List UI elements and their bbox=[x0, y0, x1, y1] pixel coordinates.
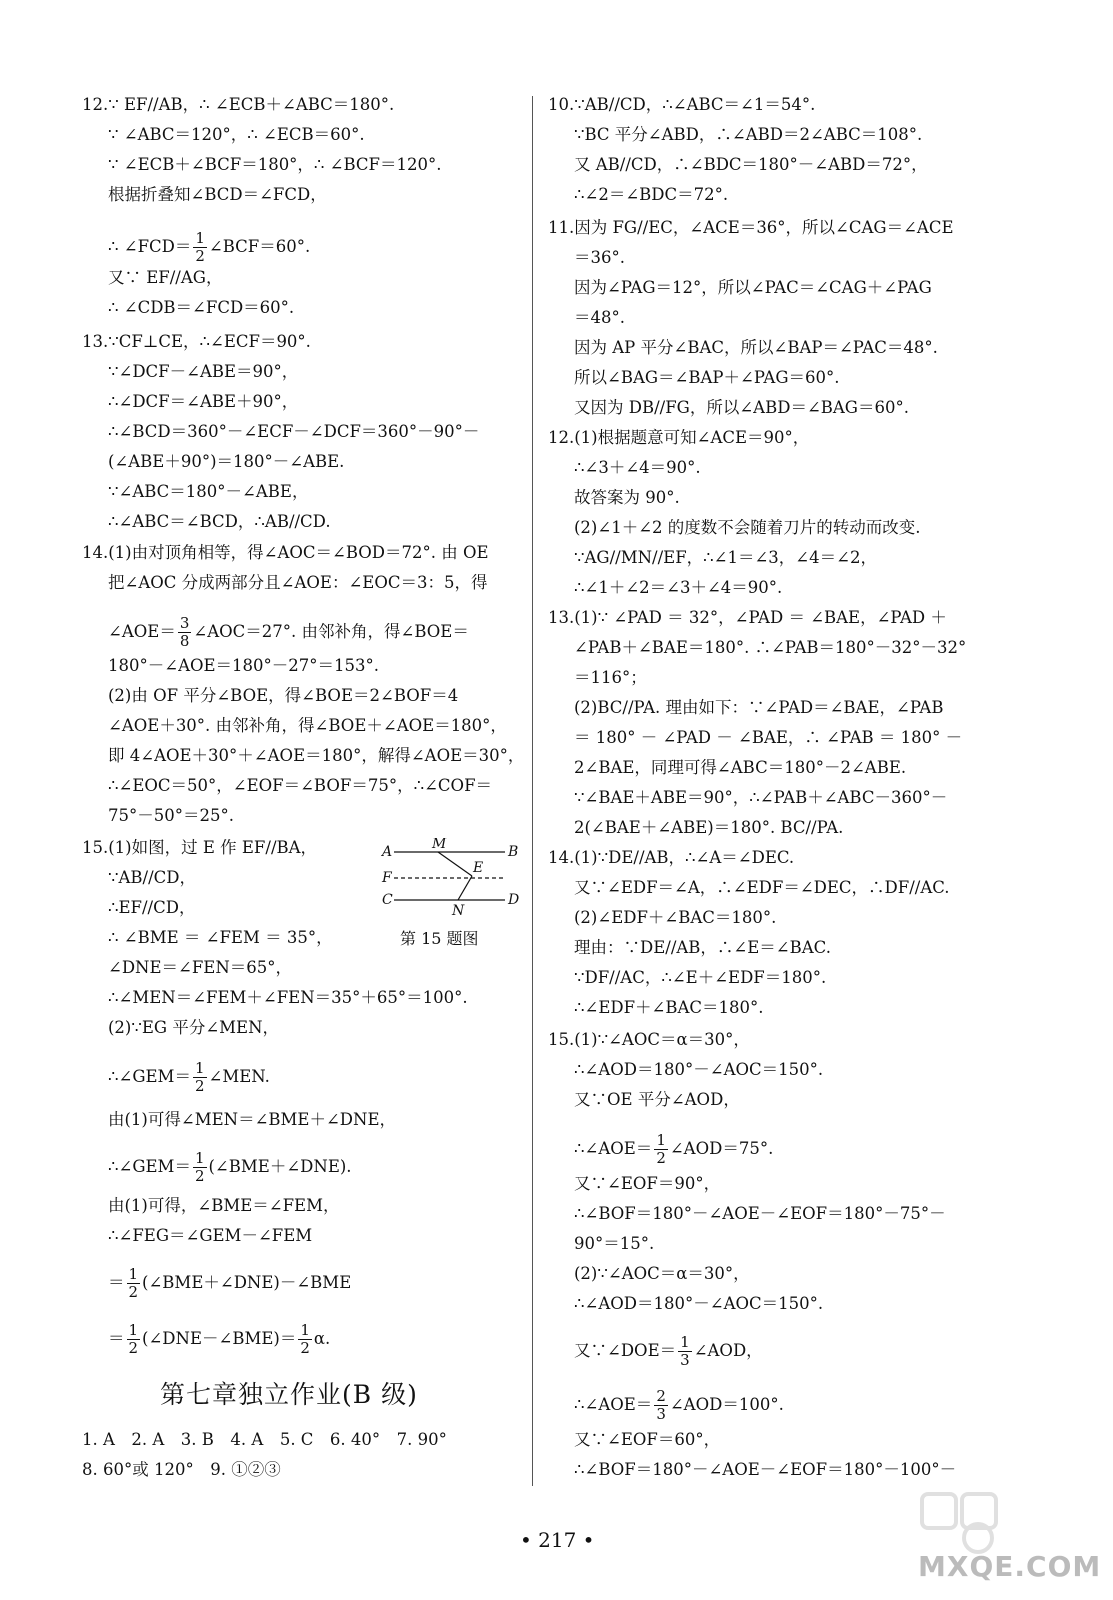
text-line: ∴∠1＋∠2＝∠3＋∠4＝90°. bbox=[574, 578, 783, 597]
text-line: 把∠AOC 分成两部分且∠AOE：∠EOC＝3：5，得 bbox=[108, 573, 488, 592]
text-line: 由(1)可得∠MEN＝∠BME＋∠DNE， bbox=[108, 1110, 397, 1129]
fraction-numerator: 1 bbox=[128, 1265, 139, 1283]
fraction-denominator: 2 bbox=[656, 1149, 666, 1167]
text-line: ∴∠EDF＋∠BAC＝180°. bbox=[574, 998, 764, 1017]
fraction-denominator: 2 bbox=[194, 1077, 205, 1095]
text-line: (2)∠EDF＋∠BAC＝180°. bbox=[574, 908, 777, 927]
text-line: (2)BC//PA. 理由如下：∵∠PAD＝∠BAE，∠PAB bbox=[574, 698, 944, 717]
text-line: 所以∠BAG＝∠BAP＋∠PAG＝60°. bbox=[574, 368, 840, 387]
point-label: M bbox=[432, 838, 447, 852]
fraction-denominator: 2 bbox=[128, 1339, 139, 1357]
text-line: ∵AG//MN//EF，∴∠1＝∠3，∠4＝∠2， bbox=[574, 548, 877, 567]
text-line: ∴∠AOD＝180°－∠AOC＝150°. bbox=[574, 1060, 824, 1079]
fraction-numerator: 1 bbox=[656, 1131, 666, 1149]
parallel-lines-diagram bbox=[380, 838, 520, 918]
text-line: 又∵ EF//AG， bbox=[108, 268, 223, 287]
text-segment: (∠DNE－∠BME)＝ bbox=[142, 1329, 297, 1348]
fraction-numerator: 1 bbox=[300, 1321, 310, 1339]
text-line bbox=[108, 1060, 270, 1095]
text-line bbox=[108, 1322, 330, 1357]
text-line: ∴∠DCF＝∠ABE＋90°， bbox=[108, 392, 299, 411]
text-line: (2)∵∠AOC＝α＝30°， bbox=[574, 1264, 750, 1283]
text-line: 12.∵ EF//AB，∴ ∠ECB＋∠ABC＝180°. bbox=[82, 95, 395, 114]
fraction-denominator: 2 bbox=[195, 247, 205, 265]
text-segment: ∠AOE＝ bbox=[108, 622, 176, 641]
text-segment: ∠MEN. bbox=[208, 1067, 270, 1086]
watermark-logo-icon bbox=[920, 1488, 1000, 1558]
fraction-denominator: 8 bbox=[179, 632, 190, 650]
text-line: 14.(1)由对顶角相等，得∠AOC＝∠BOD＝72°. 由 OE bbox=[82, 543, 489, 562]
text-line: 10.∵AB//CD，∴∠ABC＝∠1＝54°. bbox=[548, 95, 816, 114]
text-segment: ∴∠AOE＝ bbox=[574, 1395, 653, 1414]
text-line: 90°＝15°. bbox=[574, 1234, 655, 1253]
text-line: ∵BC 平分∠ABD，∴∠ABD＝2∠ABC＝108°. bbox=[574, 125, 923, 144]
text-segment: ∴ ∠FCD＝ bbox=[108, 237, 192, 256]
text-line: 75°－50°＝25°. bbox=[108, 806, 234, 825]
section-title: 第七章独立作业(B 级) bbox=[160, 1380, 418, 1409]
text-segment: ∠AOD＝75°. bbox=[669, 1139, 774, 1158]
text-line: 2(∠BAE＋∠ABE)＝180°. BC//PA. bbox=[574, 818, 844, 837]
text-line: ∴∠AOD＝180°－∠AOC＝150°. bbox=[574, 1294, 824, 1313]
text-line bbox=[574, 1132, 773, 1167]
fraction-numerator: 3 bbox=[179, 614, 190, 632]
text-line: ∴EF//CD， bbox=[108, 898, 196, 917]
fraction-numerator: 1 bbox=[194, 1149, 205, 1167]
point-label: A bbox=[382, 844, 393, 860]
text-segment: ＝ bbox=[108, 1329, 125, 1348]
geometry-figure bbox=[380, 838, 520, 918]
text-line: ∴ ∠CDB＝∠FCD＝60°. bbox=[108, 298, 295, 317]
fraction-numerator: 1 bbox=[194, 1059, 205, 1077]
text-line: ∴ ∠BME ＝ ∠FEM ＝ 35°， bbox=[108, 928, 333, 947]
text-segment: ＝ bbox=[108, 1273, 125, 1292]
text-line bbox=[108, 1266, 351, 1301]
text-line: 根据折叠知∠BCD＝∠FCD， bbox=[108, 185, 327, 204]
fraction-numerator: 1 bbox=[680, 1333, 690, 1351]
point-label: N bbox=[452, 903, 465, 918]
text-line: (∠ABE＋90°)＝180°－∠ABE. bbox=[108, 452, 345, 471]
text-line: ∠AOE＋30°. 由邻补角，得∠BOE＋∠AOE＝180°， bbox=[108, 716, 507, 735]
fraction bbox=[654, 1132, 668, 1167]
text-line: ∴∠BOF＝180°－∠AOE－∠EOF＝180°－100°－ bbox=[574, 1460, 957, 1479]
fraction-numerator: 1 bbox=[128, 1321, 139, 1339]
fraction bbox=[678, 1334, 692, 1369]
text-line: 又∵∠EOF＝60°， bbox=[574, 1430, 721, 1449]
text-segment: ∴∠GEM＝ bbox=[108, 1157, 191, 1176]
fraction-numerator: 1 bbox=[195, 229, 205, 247]
fraction-denominator: 2 bbox=[194, 1167, 205, 1185]
segment-en bbox=[458, 876, 472, 900]
text-line: ∴∠BOF＝180°－∠AOE－∠EOF＝180°－75°－ bbox=[574, 1204, 946, 1223]
fraction bbox=[127, 1322, 141, 1357]
text-line: 2∠BAE，同理可得∠ABC＝180°－2∠ABE. bbox=[574, 758, 907, 777]
text-line: 180°－∠AOE＝180°－27°＝153°. bbox=[108, 656, 380, 675]
text-line: 又 AB//CD，∴∠BDC＝180°－∠ABD＝72°， bbox=[574, 155, 928, 174]
answer-line: 8. 60°或 120° 9. ①②③ bbox=[82, 1460, 281, 1479]
fraction-denominator: 2 bbox=[128, 1283, 139, 1301]
page-number: • 217 • bbox=[520, 1528, 595, 1552]
text-segment: (∠BME＋∠DNE)－∠BME bbox=[142, 1273, 352, 1292]
text-line: 15.(1)∵∠AOC＝α＝30°， bbox=[548, 1030, 750, 1049]
text-line: (2)∠1＋∠2 的度数不会随着刀片的转动而改变. bbox=[574, 518, 921, 537]
text-line: 理由：∵DE//AB，∴∠E＝∠BAC. bbox=[574, 938, 831, 957]
fraction bbox=[193, 1060, 207, 1095]
text-line: ＝ 180° － ∠PAD － ∠BAE，∴ ∠PAB ＝ 180° － bbox=[574, 728, 963, 747]
text-line: ∴∠FEG＝∠GEM－∠FEM bbox=[108, 1226, 313, 1245]
text-line: ＝36°. bbox=[574, 248, 625, 267]
text-segment: ∠BCF＝60°. bbox=[208, 237, 311, 256]
figure-caption: 第 15 题图 bbox=[400, 929, 479, 948]
text-line: ∴∠BCD＝360°－∠ECF－∠DCF＝360°－90°－ bbox=[108, 422, 480, 441]
fraction-denominator: 3 bbox=[680, 1351, 690, 1369]
fraction bbox=[298, 1322, 312, 1357]
fraction bbox=[193, 230, 207, 265]
text-line: ∴∠MEN＝∠FEM＋∠FEN＝35°＋65°＝100°. bbox=[108, 988, 468, 1007]
column-divider bbox=[532, 96, 533, 1486]
text-line: 又∵OE 平分∠AOD， bbox=[574, 1090, 740, 1109]
fraction-denominator: 3 bbox=[656, 1405, 666, 1423]
text-line: ∵∠ABC＝180°－∠ABE， bbox=[108, 482, 309, 501]
text-line: 又因为 DB//FG，所以∠ABD＝∠BAG＝60°. bbox=[574, 398, 909, 417]
text-line: ∵ ∠ABC＝120°，∴ ∠ECB＝60°. bbox=[108, 125, 365, 144]
text-line: 13.∵CF⊥CE，∴∠ECF＝90°. bbox=[82, 332, 311, 351]
answer-line: 1. A 2. A 3. B 4. A 5. C 6. 40° 7. 90° bbox=[82, 1430, 447, 1449]
text-line: ∴∠3＋∠4＝90°. bbox=[574, 458, 701, 477]
text-line bbox=[574, 1334, 763, 1369]
text-line: ∴∠2＝∠BDC＝72°. bbox=[574, 185, 729, 204]
fraction-numerator: 2 bbox=[656, 1387, 666, 1405]
text-line: 因为∠PAG＝12°，所以∠PAC＝∠CAG＋∠PAG bbox=[574, 278, 932, 297]
text-line: 即 4∠AOE＋30°＋∠AOE＝180°，解得∠AOE＝30°， bbox=[108, 746, 525, 765]
text-segment: ∠AOD， bbox=[693, 1341, 763, 1360]
fraction bbox=[654, 1388, 668, 1423]
fraction bbox=[178, 615, 192, 650]
point-label: F bbox=[382, 870, 392, 886]
watermark-text: MXQE.COM bbox=[918, 1550, 1102, 1583]
text-line: 又∵∠EDF＝∠A，∴∠EDF＝∠DEC，∴DF//AC. bbox=[574, 878, 950, 897]
text-line: ∵DF//AC，∴∠E＋∠EDF＝180°. bbox=[574, 968, 827, 987]
text-line: 11.因为 FG//EC，∠ACE＝36°，所以∠CAG＝∠ACE bbox=[548, 218, 954, 237]
point-label: D bbox=[508, 892, 520, 908]
text-segment: ∠AOD＝100°. bbox=[669, 1395, 784, 1414]
text-line bbox=[108, 615, 469, 650]
point-label: B bbox=[508, 844, 519, 860]
text-line: (2)由 OF 平分∠BOE，得∠BOE＝2∠BOF＝4 bbox=[108, 686, 459, 705]
segment-me bbox=[438, 852, 472, 876]
text-line: ∠DNE＝∠FEN＝65°， bbox=[108, 958, 293, 977]
text-line: ∠PAB＋∠BAE＝180°. ∴∠PAB＝180°－32°－32° bbox=[574, 638, 967, 657]
text-line: 15.(1)如图，过 E 作 EF//BA， bbox=[82, 838, 318, 857]
text-segment: (∠BME＋∠DNE). bbox=[208, 1157, 352, 1176]
point-label: E bbox=[473, 860, 484, 876]
text-line: 14.(1)∵DE//AB，∴∠A＝∠DEC. bbox=[548, 848, 795, 867]
text-line: ＝116°； bbox=[574, 668, 647, 687]
text-line: ∴∠EOC＝50°，∠EOF＝∠BOF＝75°，∴∠COF＝ bbox=[108, 776, 493, 795]
text-segment: 又∵∠DOE＝ bbox=[574, 1341, 677, 1360]
text-line: ＝48°. bbox=[574, 308, 625, 327]
text-segment: ∴∠AOE＝ bbox=[574, 1139, 653, 1158]
fraction-denominator: 2 bbox=[300, 1339, 310, 1357]
text-line: ∵∠BAE＋ABE＝90°，∴∠PAB＋∠ABC－360°－ bbox=[574, 788, 948, 807]
text-line bbox=[108, 230, 310, 265]
fraction bbox=[127, 1266, 141, 1301]
text-line: ∵AB//CD， bbox=[108, 868, 197, 887]
fraction bbox=[193, 1150, 207, 1185]
text-line: 因为 AP 平分∠BAC，所以∠BAP＝∠PAC＝48°. bbox=[574, 338, 938, 357]
text-line: ∴∠ABC＝∠BCD，∴AB//CD. bbox=[108, 512, 331, 531]
text-line: (2)∵EG 平分∠MEN， bbox=[108, 1018, 280, 1037]
text-line: 故答案为 90°. bbox=[574, 488, 680, 507]
text-line: ∵ ∠ECB＋∠BCF＝180°，∴ ∠BCF＝120°. bbox=[108, 155, 442, 174]
point-label: C bbox=[382, 892, 393, 908]
text-line: 12.(1)根据题意可知∠ACE＝90°， bbox=[548, 428, 810, 447]
text-segment: ∠AOC＝27°. 由邻补角，得∠BOE＝ bbox=[193, 622, 469, 641]
text-line: 又∵∠EOF＝90°， bbox=[574, 1174, 721, 1193]
text-line bbox=[108, 1150, 352, 1185]
text-segment: ∴∠GEM＝ bbox=[108, 1067, 191, 1086]
text-segment: α. bbox=[313, 1329, 331, 1348]
text-line: ∵∠DCF－∠ABE＝90°， bbox=[108, 362, 299, 381]
text-line: 13.(1)∵ ∠PAD ＝ 32°，∠PAD ＝ ∠BAE，∠PAD ＋ bbox=[548, 608, 947, 627]
text-line: 由(1)可得，∠BME＝∠FEM， bbox=[108, 1196, 340, 1215]
text-line bbox=[574, 1388, 784, 1423]
